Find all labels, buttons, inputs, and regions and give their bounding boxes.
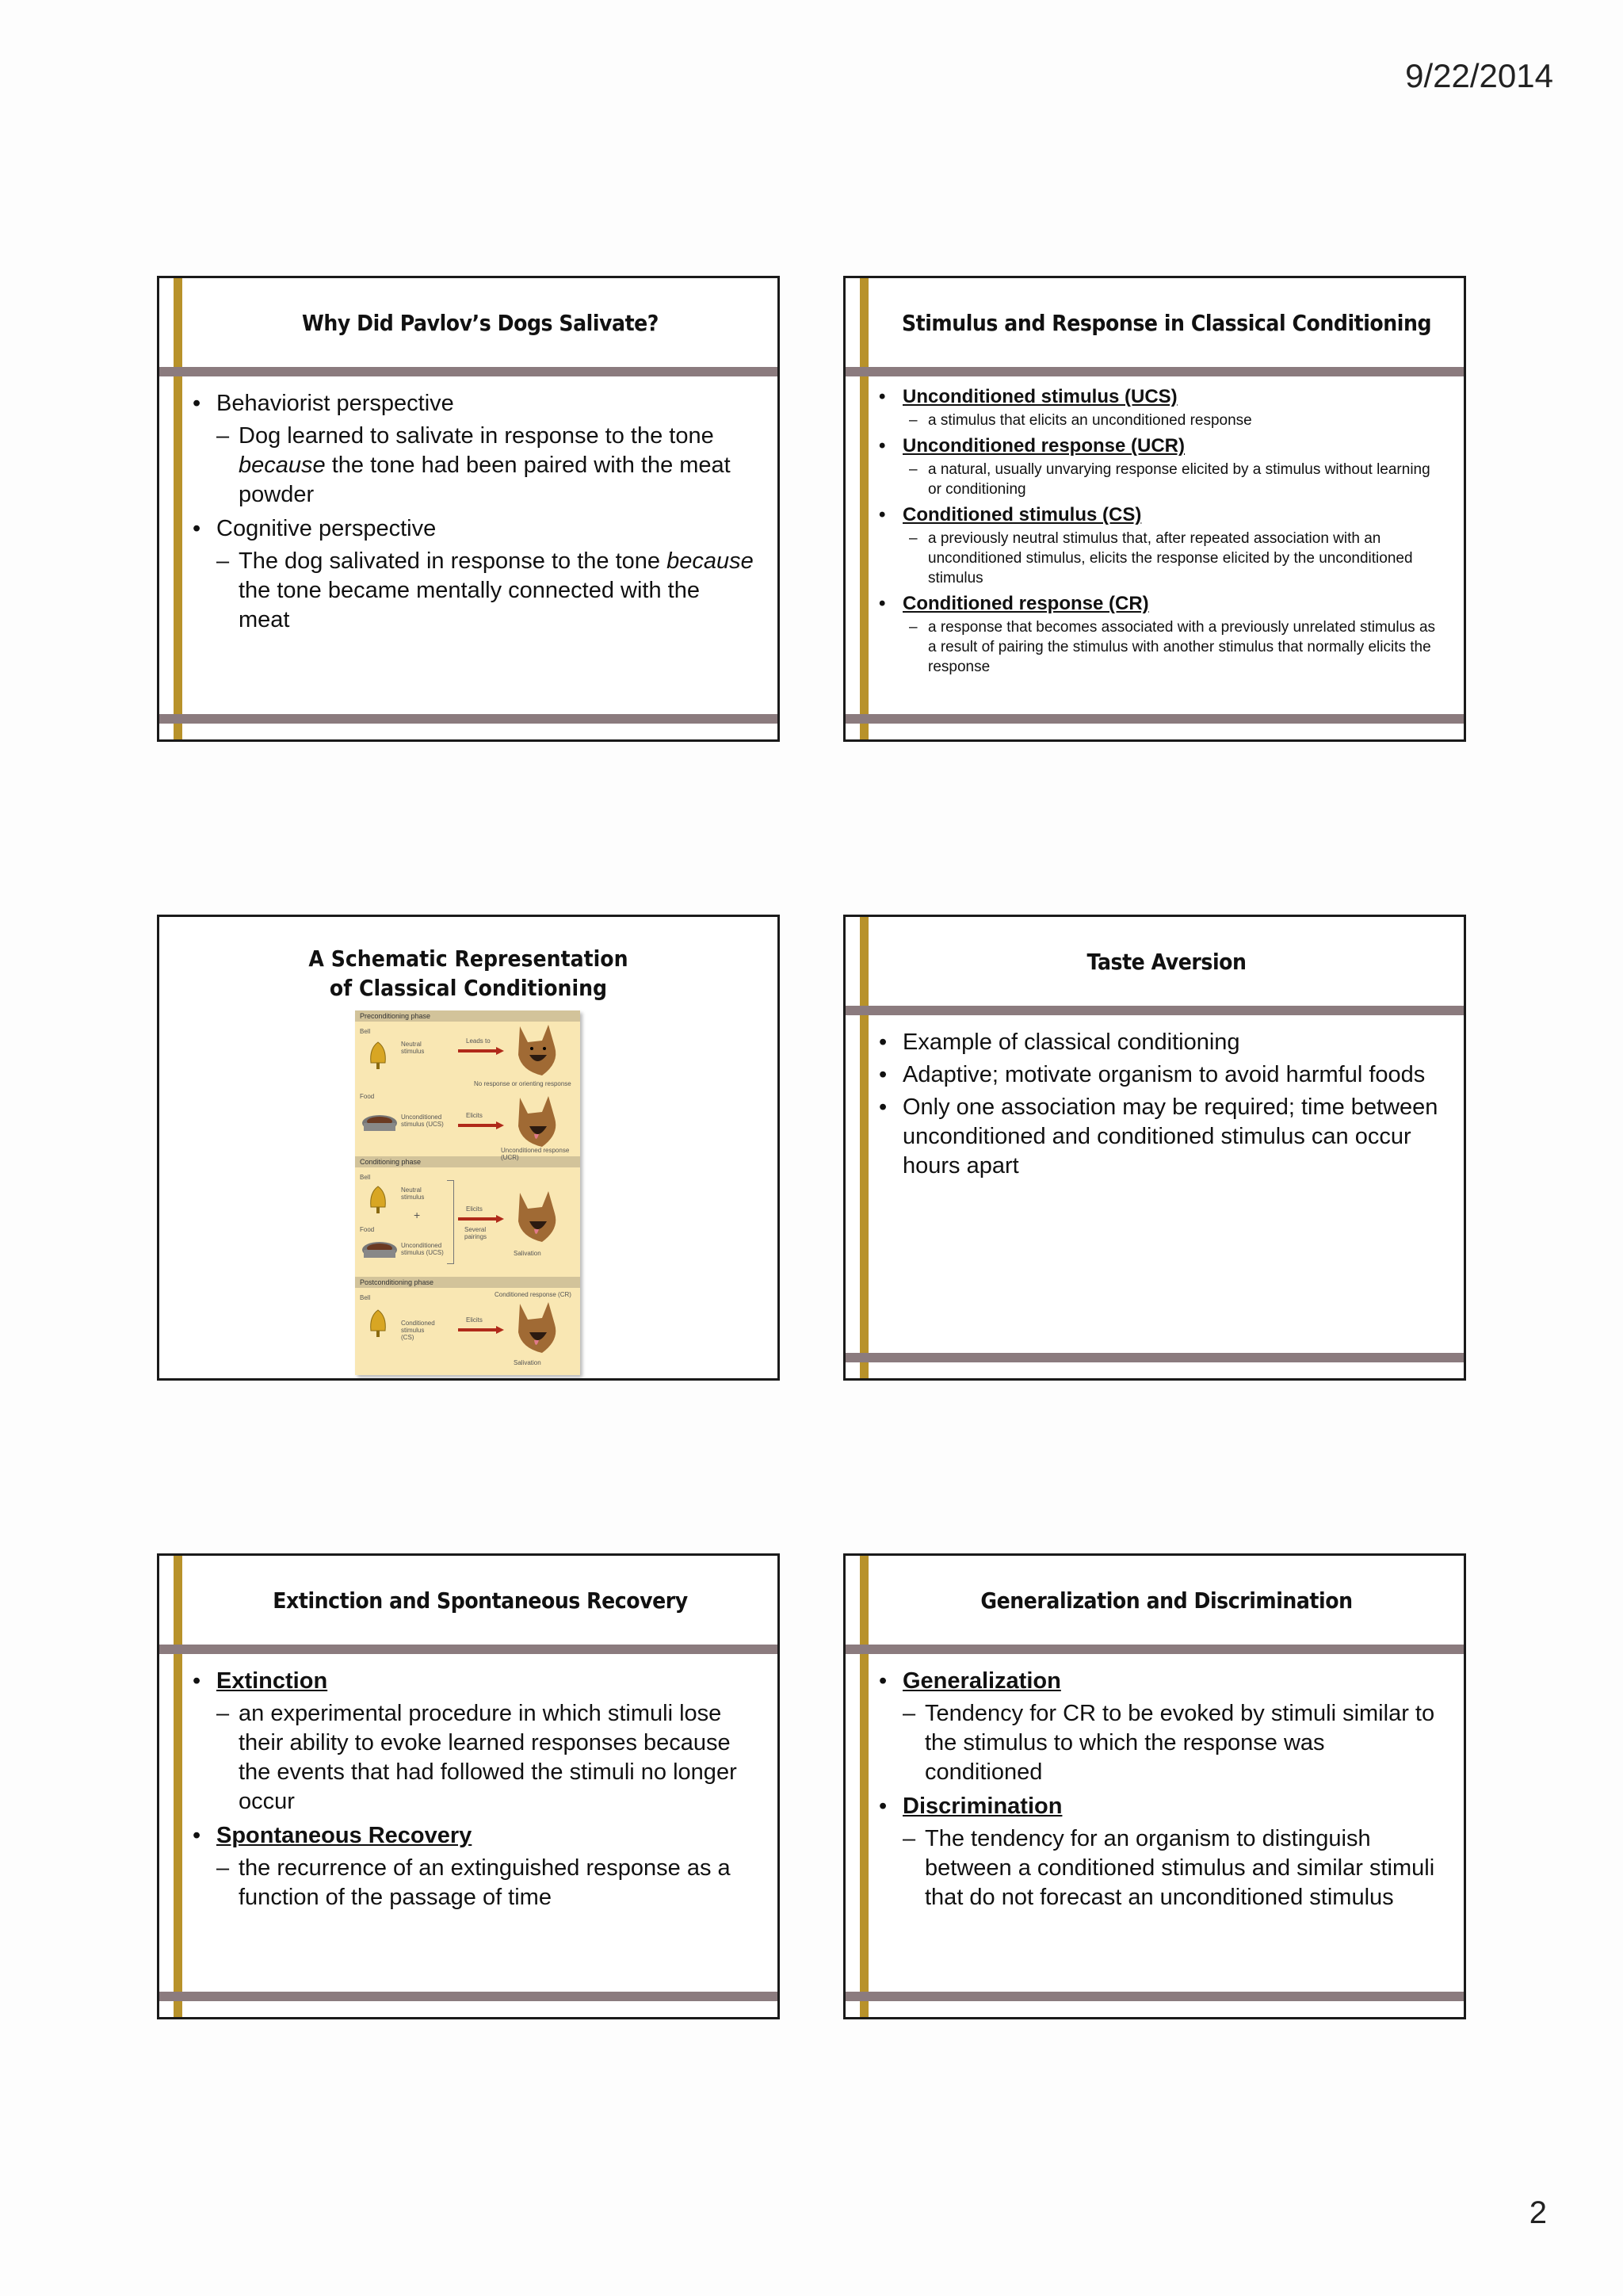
- term-discrimination: Discrimination: [903, 1794, 1063, 1819]
- bullet: • Cognitive perspective: [193, 514, 755, 544]
- label-bell: Bell: [360, 1028, 371, 1035]
- slide-body: [879, 1667, 1442, 1917]
- title-divider: [846, 1645, 1464, 1654]
- sub-bullet: – Tendency for CR to be evoked by stimuli similar to the stimulus to which the response was conditioned: [879, 1699, 1442, 1787]
- footer-divider: [846, 1992, 1464, 2001]
- definition: – a stimulus that elicits an unconditioned response: [879, 411, 1442, 430]
- arrow-icon: [458, 1121, 506, 1129]
- title-divider: [159, 367, 777, 376]
- label-elicits: Elicits: [466, 1316, 483, 1324]
- slide-accent-bar: [860, 917, 869, 1378]
- slide-accent-bar: [174, 278, 182, 739]
- footer-divider: [846, 1353, 1464, 1362]
- label-ucs: Unconditioned stimulus (UCS): [401, 1114, 444, 1128]
- slide-title: Generalization and Discrimination: [980, 1587, 1353, 1614]
- sub-bullet: – The dog salivated in response to the tone because the tone became mentally connected with the meat: [193, 547, 755, 635]
- slide-title: Extinction and Spontaneous Recovery: [273, 1587, 688, 1614]
- label-neutral: Neutral stimulus: [401, 1186, 425, 1201]
- bell-icon: [366, 1183, 390, 1215]
- phase-header: Conditioning phase: [355, 1156, 580, 1167]
- definition: – a response that becomes associated with a previously unrelated stimulus as a result of pairing the stimulus with another stimulus that normally elicits the response: [879, 617, 1442, 677]
- arrow-icon: [458, 1215, 506, 1223]
- bullet: [879, 1792, 1442, 1821]
- label-salivation: Salivation: [514, 1250, 541, 1257]
- sub-bullet: – an experimental procedure in which stimuli lose their ability to evoke learned responses because the events that had followed the stimuli no longer occur: [193, 1699, 755, 1817]
- bullet: [193, 1667, 755, 1696]
- label-food: Food: [360, 1093, 375, 1100]
- label-bell: Bell: [360, 1294, 371, 1301]
- footer-divider: [159, 714, 777, 724]
- bracket: [447, 1180, 454, 1264]
- slide-title: Why Did Pavlov’s Dogs Salivate?: [302, 309, 659, 336]
- label-several-pairings: Several pairings: [464, 1226, 487, 1240]
- definition: – a previously neutral stimulus that, after repeated association with an unconditioned stimulus, elicits the response elicited by the unconditioned stimulus: [879, 529, 1442, 588]
- bullet: • Behaviorist perspective: [193, 389, 755, 418]
- label-leads-to: Leads to: [466, 1037, 491, 1045]
- plus-icon: +: [414, 1209, 421, 1221]
- bullet: [193, 1821, 755, 1851]
- term-cr: • Conditioned response (CR): [879, 593, 1442, 614]
- slide-generalization: [843, 1553, 1466, 2019]
- label-cr: Conditioned response (CR): [495, 1291, 571, 1298]
- label-food: Food: [360, 1226, 375, 1233]
- bullet: • Adaptive; motivate organism to avoid harmful foods: [879, 1060, 1442, 1090]
- dog-head-icon: [510, 1190, 566, 1245]
- label-cs: Conditioned stimulus (CS): [401, 1320, 435, 1341]
- slide-body: [879, 1028, 1442, 1184]
- slide-title: A Schematic Representation of Classical Conditioning: [308, 946, 628, 1001]
- label-salivation: Salivation: [514, 1359, 541, 1366]
- label-elicits: Elicits: [466, 1205, 483, 1213]
- label-bell: Bell: [360, 1174, 371, 1181]
- dog-head-icon: [510, 1301, 566, 1356]
- footer-divider: [846, 714, 1464, 724]
- slide-title: Stimulus and Response in Classical Conditioning: [901, 309, 1432, 336]
- term-spontaneous-recovery: Spontaneous Recovery: [216, 1823, 472, 1848]
- arrow-icon: [458, 1047, 506, 1055]
- footer-divider: [159, 1992, 777, 2001]
- sub-bullet: – The tendency for an organism to distinguish between a conditioned stimulus and similar stimuli that do not forecast an unconditioned stimulus: [879, 1824, 1442, 1912]
- title-divider: [846, 367, 1464, 376]
- page-number: 2: [1529, 2195, 1547, 2230]
- term-extinction: Extinction: [216, 1668, 328, 1694]
- slide-schematic: [157, 915, 780, 1381]
- bullet: [879, 1667, 1442, 1696]
- slide-pavlov-salivate: [157, 276, 780, 742]
- slide-title: Taste Aversion: [1086, 948, 1247, 975]
- term-ucs: • Unconditioned stimulus (UCS): [879, 386, 1442, 407]
- slide-extinction: [157, 1553, 780, 2019]
- slide-body: [193, 389, 755, 640]
- bullet: • Only one association may be required; time between unconditioned and conditioned stimulus can occur hours apart: [879, 1093, 1442, 1181]
- bullet: • Example of classical conditioning: [879, 1028, 1442, 1057]
- bell-icon: [366, 1039, 390, 1071]
- term-cs: • Conditioned stimulus (CS): [879, 504, 1442, 525]
- slide-taste-aversion: [843, 915, 1466, 1381]
- term-ucr: • Unconditioned response (UCR): [879, 435, 1442, 457]
- food-bowl-icon: [360, 1110, 399, 1139]
- label-ucs: Unconditioned stimulus (UCS): [401, 1242, 444, 1256]
- sub-bullet: – Dog learned to salivate in response to the tone because the tone had been paired with the meat powder: [193, 422, 755, 510]
- slide-accent-bar: [860, 1556, 869, 2017]
- definition: – a natural, usually unvarying response elicited by a stimulus without learning or conditioning: [879, 460, 1442, 499]
- conditioning-diagram: [355, 1010, 580, 1375]
- label-neutral: Neutral stimulus: [401, 1041, 425, 1055]
- label-ucr: Unconditioned response (UCR): [501, 1147, 570, 1161]
- phase-header: Postconditioning phase: [355, 1277, 580, 1288]
- bell-icon: [366, 1307, 390, 1339]
- phase-header: Preconditioning phase: [355, 1010, 580, 1022]
- label-no-response: No response or orienting response: [474, 1080, 571, 1087]
- title-divider: [846, 1006, 1464, 1015]
- title-divider: [159, 1645, 777, 1654]
- sub-bullet: – the recurrence of an extinguished response as a function of the passage of time: [193, 1854, 755, 1912]
- slide-body: [879, 386, 1442, 682]
- slide-stimulus-response: [843, 276, 1466, 742]
- slide-body: [193, 1667, 755, 1917]
- slide-accent-bar: [860, 278, 869, 739]
- food-bowl-icon: [360, 1237, 399, 1266]
- slide-accent-bar: [174, 1556, 182, 2017]
- term-generalization: Generalization: [903, 1668, 1061, 1694]
- label-elicits: Elicits: [466, 1112, 483, 1119]
- page-date: 9/22/2014: [1405, 57, 1553, 94]
- dog-head-icon: [510, 1023, 566, 1079]
- arrow-icon: [458, 1326, 506, 1334]
- dog-head-icon: [510, 1095, 566, 1150]
